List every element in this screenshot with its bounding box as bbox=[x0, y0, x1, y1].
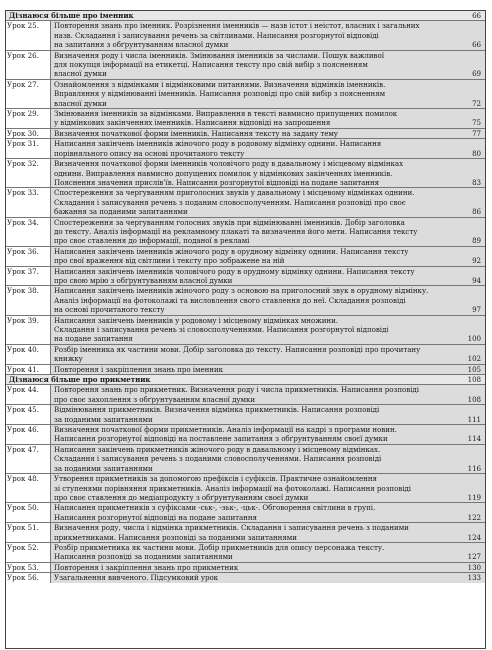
page-number: 105 bbox=[467, 364, 481, 374]
text-line: Повторення і закріплення знань про прикметник bbox=[54, 562, 239, 572]
text-line: Визначення початкової форми іменників чоловічого роду в давальному і місцевому відмінках bbox=[54, 159, 404, 169]
text-line: Дізнаюся більше про іменник bbox=[9, 11, 134, 20]
page-number: 108 bbox=[467, 394, 481, 404]
text-line: Написання закінчень іменників жіночого роду в родовому відмінку однини. Написання bbox=[54, 139, 382, 149]
lesson-description bbox=[51, 286, 485, 314]
text-line: Повторення знань про іменник. Розрізнення іменників — назв істот і неістот, власних і загальних bbox=[54, 21, 420, 31]
text-line: Дізнаюся більше про прикметник bbox=[9, 375, 151, 385]
text-line: Написання розгорнутої відповіді на подане запитання bbox=[54, 512, 257, 522]
text-line: Узагальнення вивченого. Підсумковий урок bbox=[54, 573, 219, 583]
lesson-row bbox=[6, 385, 485, 405]
text-line: Повторення і закріплення знань про іменник bbox=[54, 364, 224, 374]
page-number: 122 bbox=[467, 512, 481, 522]
lesson-row bbox=[6, 573, 485, 582]
page-number: 114 bbox=[467, 434, 481, 444]
text-line: за поданими запитаннями bbox=[54, 463, 153, 473]
lesson-number: Урок 27. bbox=[6, 80, 51, 108]
lesson-row bbox=[6, 51, 485, 80]
lesson-row bbox=[6, 474, 485, 503]
text-line: Написання закінчень іменників жіночого роду з основою на приголосний звук в орудному відмінку. bbox=[54, 286, 429, 296]
text-line: Визначення роду і числа іменників. Змінювання іменників за числами. Пошук важливої bbox=[54, 50, 384, 60]
text-line: однини. Виправлення навмисно допущених помилок у відмінкових закінченнях іменників. bbox=[54, 168, 393, 178]
section-heading-row bbox=[6, 375, 485, 385]
lesson-number: Урок 53. bbox=[6, 563, 51, 572]
lesson-description bbox=[51, 365, 485, 374]
lesson-row bbox=[6, 503, 485, 523]
text-line: Написання закінчень прикметників жіночого роду в давальному і місцевому відмінках. bbox=[54, 444, 381, 454]
lesson-number: Урок 47. bbox=[6, 445, 51, 473]
text-line: назв. Складання і записування речень за світлинами. Написання розгорнутої відповіді bbox=[54, 30, 379, 40]
text-line: прикметниками. Написання розповіді за поданими запитаннями bbox=[54, 532, 297, 542]
text-line: про своє ставлення до інформації, поданої в рекламі bbox=[54, 236, 250, 246]
lesson-description bbox=[51, 51, 485, 79]
lesson-number: Урок 37. bbox=[6, 267, 51, 286]
lesson-number: Урок 48. bbox=[6, 474, 51, 502]
lesson-number: Урок 46. bbox=[6, 425, 51, 444]
text-line: Пояснення значення прислів’їв. Написання розгорнутої відповіді на подане запитання bbox=[54, 177, 380, 187]
lesson-number: Урок 50. bbox=[6, 503, 51, 522]
text-line: зі ступенями порівняння прикметників. Аналіз інформації на фотоколажі. Написання розповіді bbox=[54, 483, 412, 493]
lesson-row bbox=[6, 543, 485, 563]
lesson-row bbox=[6, 218, 485, 247]
page-number: 100 bbox=[467, 334, 481, 344]
lesson-row bbox=[6, 365, 485, 375]
text-line: за поданими запитаннями bbox=[54, 414, 153, 424]
page-number: 72 bbox=[472, 98, 481, 108]
page-number: 124 bbox=[467, 532, 481, 542]
lesson-row bbox=[6, 247, 485, 267]
page-number: 102 bbox=[467, 354, 481, 364]
table-of-contents bbox=[5, 10, 486, 649]
lesson-description bbox=[51, 188, 485, 216]
section-title bbox=[6, 375, 485, 384]
text-line: до тексту. Аналіз інформації на рекламному плакаті та визначення його мети. Написання тексту bbox=[54, 226, 418, 236]
section-heading-row bbox=[6, 11, 485, 21]
lesson-description bbox=[51, 474, 485, 502]
text-line: для покупця інформації на етикетці. Написання тексту про свій вибір з поясненням bbox=[54, 60, 368, 70]
lesson-row bbox=[6, 445, 485, 474]
lesson-row bbox=[6, 316, 485, 345]
lesson-number: Урок 32. bbox=[6, 159, 51, 187]
lesson-description bbox=[51, 218, 485, 246]
text-line: Аналіз інформації на фотоколажі та висловлення свого ставлення до неї. Складання розповіді bbox=[54, 295, 406, 305]
text-line: власної думки bbox=[54, 98, 107, 108]
lesson-number: Урок 26. bbox=[6, 51, 51, 79]
lesson-number: Урок 39. bbox=[6, 316, 51, 344]
lesson-row bbox=[6, 129, 485, 139]
text-line: у відмінкових закінченнях іменників. Написання відповіді на запрошення bbox=[54, 118, 331, 128]
lesson-description bbox=[51, 159, 485, 187]
lesson-number: Урок 30. bbox=[6, 129, 51, 138]
lesson-description bbox=[51, 385, 485, 404]
lesson-description bbox=[51, 129, 485, 138]
text-line: Повторення знань про прикметник. Визначення роду і числа прикметників. Написання розповіді bbox=[54, 385, 419, 395]
text-line: Вправляння у відмінюванні іменників. Написання розповіді про свій вибір з поясненням bbox=[54, 89, 386, 99]
text-line: Складання і записування речень зі словосполученнями. Написання розгорнутої відповіді bbox=[54, 325, 389, 334]
text-line: Утворення прикметників за допомогою префіксів і суфіксів. Практичне ознайомлення bbox=[54, 474, 377, 484]
lesson-description bbox=[51, 247, 485, 266]
lesson-row bbox=[6, 286, 485, 315]
text-line: Розбір іменника як частини мови. Добір заголовка до тексту. Написання розповіді про прочитану bbox=[54, 344, 421, 354]
text-line: Написання прикметників з суфіксами -ськ-, -зьк-, -цьк-. Обговорення світлини в групі. bbox=[54, 503, 376, 513]
text-line: Складання і записування речень з поданим словосполученням. Написання розповіді про своє bbox=[54, 197, 406, 207]
lesson-row bbox=[6, 159, 485, 188]
lesson-description bbox=[51, 316, 485, 344]
lesson-row bbox=[6, 523, 485, 543]
text-line: про своє ставлення до медіапродукту з обґрунтуванням своєї думки bbox=[54, 492, 309, 502]
text-line: Визначення початкової форми прикметників. Аналіз інформації на кадрі з програми новин. bbox=[54, 425, 397, 435]
lesson-description bbox=[51, 405, 485, 424]
page-number: 97 bbox=[472, 305, 481, 315]
text-line: на основі прочитаного тексту bbox=[54, 305, 165, 315]
page-number: 75 bbox=[472, 118, 481, 128]
text-line: бажання за поданими запитаннями bbox=[54, 207, 188, 217]
text-line: Відмінювання прикметників. Визначення відмінка прикметників. Написання розповіді bbox=[54, 405, 380, 415]
text-line: Написання закінчень іменників у родовому і місцевому відмінках множини. bbox=[54, 315, 338, 325]
lesson-description bbox=[51, 573, 485, 582]
section-title bbox=[6, 11, 485, 20]
lesson-number: Урок 33. bbox=[6, 188, 51, 216]
text-line: про свою мрію з обґрунтуванням власної думки bbox=[54, 275, 233, 285]
lesson-row bbox=[6, 425, 485, 445]
page-number: 116 bbox=[467, 463, 481, 473]
page-number: 94 bbox=[472, 275, 481, 285]
text-line: Написання розгорнутої відповіді на поставлене запитання з обґрунтуванням своєї думки bbox=[54, 434, 388, 444]
page-number: 108 bbox=[467, 375, 481, 385]
lesson-row bbox=[6, 109, 485, 129]
lesson-description bbox=[51, 425, 485, 444]
page-number: 92 bbox=[472, 256, 481, 266]
lesson-number: Урок 36. bbox=[6, 247, 51, 266]
text-line: Спостереження за чергуванням голосних звуків при відмінюванні іменників. Добір заголовка bbox=[54, 217, 405, 227]
lesson-number: Урок 34. bbox=[6, 218, 51, 246]
lesson-number: Урок 52. bbox=[6, 543, 51, 562]
text-line: Ознайомлення з відмінками і відмінковими питаннями. Визначення відмінків іменників. bbox=[54, 79, 386, 89]
lesson-description bbox=[51, 345, 485, 364]
page-number: 127 bbox=[467, 552, 481, 562]
page-number: 130 bbox=[467, 562, 481, 572]
text-line: про свої враження від світлини і тексту про зображене на ній bbox=[54, 256, 285, 266]
text-line: на запитання з обґрунтуванням власної думки bbox=[54, 40, 229, 50]
lesson-row bbox=[6, 188, 485, 217]
text-line: Визначення роду, числа і відмінка прикметників. Складання і записування речень з поданими bbox=[54, 523, 409, 533]
page-number: 66 bbox=[472, 11, 481, 20]
lesson-number: Урок 51. bbox=[6, 523, 51, 542]
lesson-number: Урок 41. bbox=[6, 365, 51, 374]
lesson-description bbox=[51, 503, 485, 522]
text-line: Змінювання іменників за відмінками. Виправлення в тексті навмисно припущених помилок bbox=[54, 109, 398, 119]
page-number: 119 bbox=[467, 492, 481, 502]
lesson-description bbox=[51, 139, 485, 158]
page-number: 83 bbox=[472, 177, 481, 187]
lesson-row bbox=[6, 563, 485, 573]
text-line: Спостереження за чергуванням приголосних звуків у давальному і місцевому відмінках однини. bbox=[54, 188, 415, 198]
text-line: Написання закінчень іменників жіночого роду в орудному відмінку однини. Написання тексту bbox=[54, 246, 409, 256]
text-line: про своє захоплення з обґрунтуванням власної думки bbox=[54, 394, 256, 404]
text-line: порівняльного опису на основі прочитаного тексту bbox=[54, 148, 245, 158]
text-line: Складання і записування речень з поданими словосполученнями. Написання розповіді bbox=[54, 454, 382, 464]
lesson-description bbox=[51, 445, 485, 473]
text-line: власної думки bbox=[54, 69, 107, 79]
lesson-description bbox=[51, 563, 485, 572]
lesson-number: Урок 45. bbox=[6, 405, 51, 424]
text-line: Написання закінчень іменників чоловічого роду в орудному відмінку однини. Написання тексту bbox=[54, 266, 415, 276]
lesson-number: Урок 38. bbox=[6, 286, 51, 314]
lesson-row bbox=[6, 21, 485, 50]
text-line: книжку bbox=[54, 354, 83, 364]
lesson-number: Урок 29. bbox=[6, 109, 51, 128]
lesson-number: Урок 31. bbox=[6, 139, 51, 158]
lesson-number: Урок 56. bbox=[6, 573, 51, 582]
lesson-description bbox=[51, 80, 485, 108]
page-number: 86 bbox=[472, 207, 481, 217]
lesson-description bbox=[51, 21, 485, 49]
page-number: 66 bbox=[472, 40, 481, 50]
lesson-row bbox=[6, 80, 485, 109]
lesson-row bbox=[6, 139, 485, 159]
text-line: Написання розповіді за поданими запитаннями bbox=[54, 552, 233, 562]
lesson-row bbox=[6, 405, 485, 425]
page-number: 133 bbox=[467, 573, 481, 583]
page-number: 69 bbox=[472, 69, 481, 79]
lesson-row bbox=[6, 267, 485, 287]
lesson-number: Урок 25. bbox=[6, 21, 51, 49]
lesson-description bbox=[51, 109, 485, 128]
lesson-number: Урок 40. bbox=[6, 345, 51, 364]
lesson-description bbox=[51, 267, 485, 286]
page-number: 111 bbox=[467, 414, 481, 424]
lesson-description bbox=[51, 523, 485, 542]
text-line: Розбір прикметника як частини мови. Добір прикметників для опису персонажа тексту. bbox=[54, 542, 385, 552]
page-number: 77 bbox=[472, 128, 481, 138]
text-line: на подане запитання bbox=[54, 334, 133, 344]
lesson-description bbox=[51, 543, 485, 562]
text-line: Визначення початкової форми іменників. Написання тексту на задану тему bbox=[54, 128, 338, 138]
lesson-row bbox=[6, 345, 485, 365]
lesson-number: Урок 44. bbox=[6, 385, 51, 404]
page-number: 89 bbox=[472, 236, 481, 246]
page-number: 80 bbox=[472, 148, 481, 158]
